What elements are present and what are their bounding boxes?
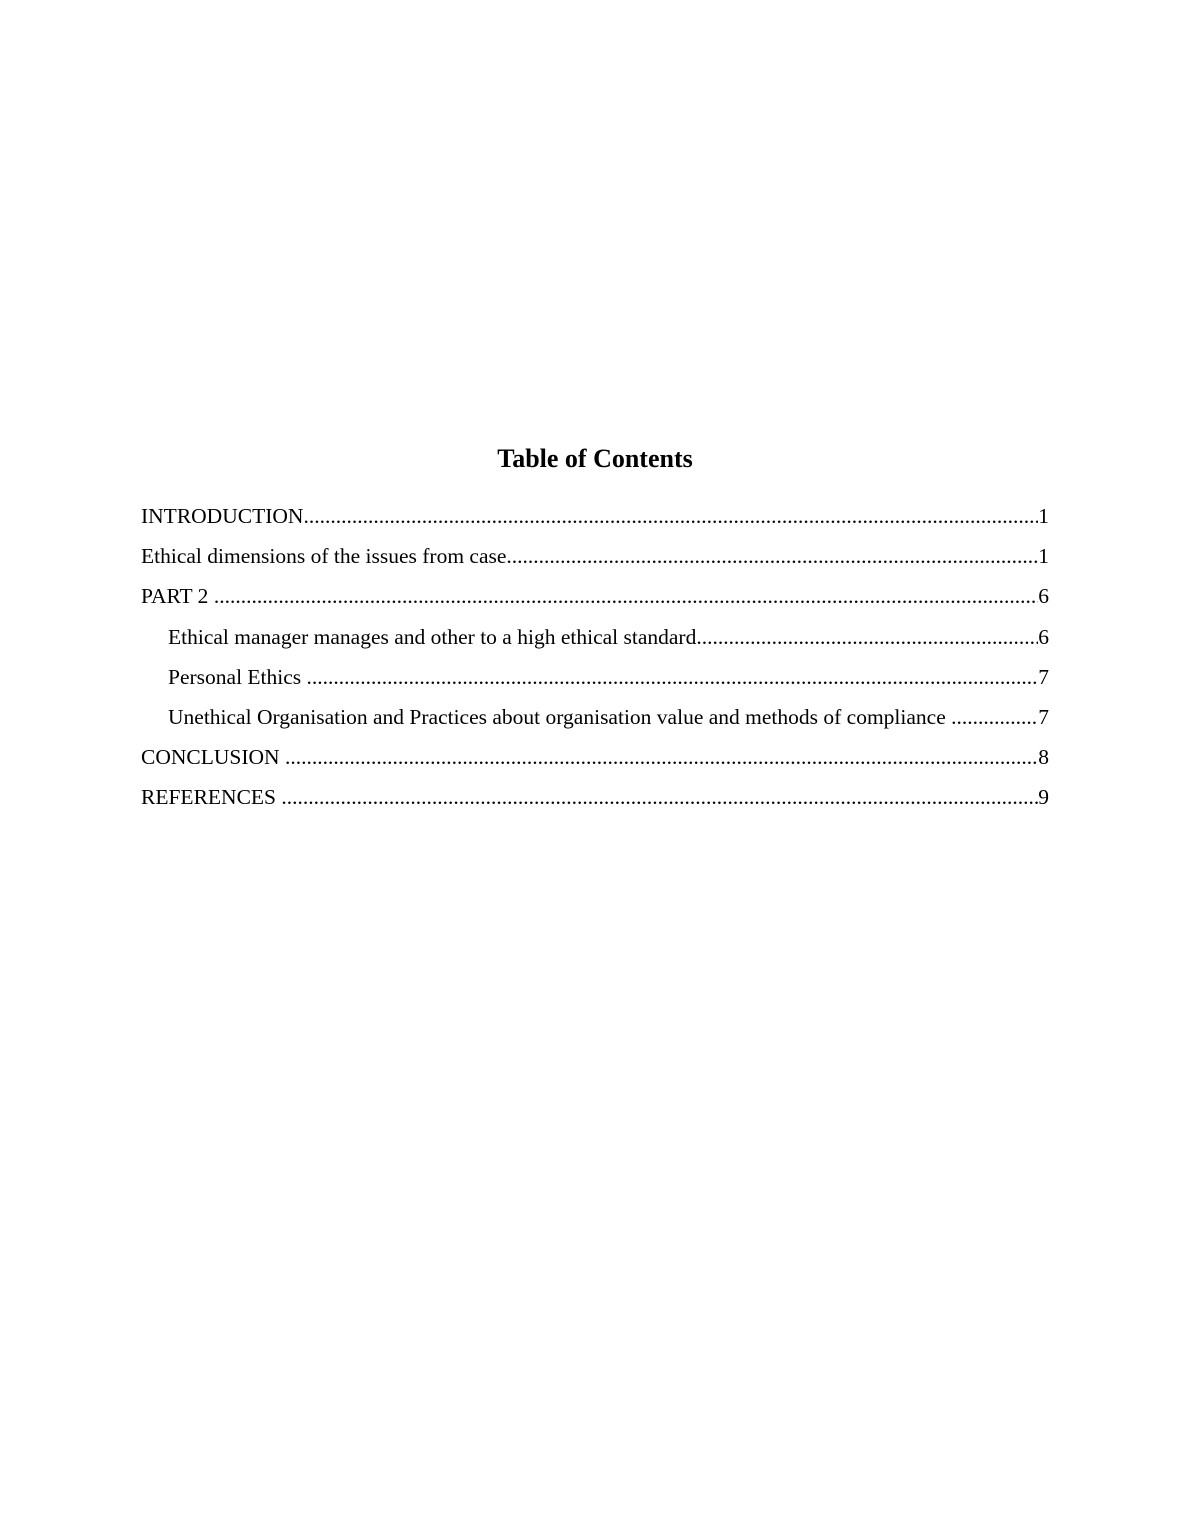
toc-entry-unethical-organisation[interactable]: [141, 701, 1049, 741]
toc-entry-page: 7: [1038, 704, 1049, 729]
toc-list: [141, 500, 1049, 822]
toc-entry-page: 6: [1038, 624, 1049, 649]
toc-entry-page: 1: [1038, 504, 1049, 528]
toc-entry-page: 1: [1038, 544, 1049, 569]
toc-dot-leader: [214, 580, 1038, 612]
toc-entry-label: Personal Ethics: [168, 664, 307, 689]
toc-entry-page: 8: [1038, 745, 1049, 770]
toc-entry-label: CONCLUSION: [141, 745, 285, 770]
toc-entry-personal-ethics[interactable]: [141, 661, 1049, 701]
toc-dot-leader: [285, 741, 1038, 773]
toc-entry-part-2[interactable]: [141, 580, 1049, 620]
toc-entry-conclusion[interactable]: [141, 741, 1049, 781]
toc-entry-page: 9: [1038, 785, 1049, 810]
toc-entry-references[interactable]: [141, 781, 1049, 821]
toc-entry-page: 7: [1038, 664, 1049, 689]
toc-dot-leader: [696, 621, 1038, 653]
toc-entry-ethical-manager[interactable]: [141, 621, 1049, 661]
toc-dot-leader: [506, 540, 1038, 572]
toc-dot-leader: [303, 500, 1038, 532]
toc-entry-label: PART 2: [141, 584, 214, 609]
toc-title: Table of Contents: [497, 444, 693, 473]
toc-dot-leader: [281, 781, 1038, 813]
toc-entry-label: Ethical manager manages and other to a high ethical standard: [168, 624, 697, 649]
toc-entry-label: INTRODUCTION: [141, 504, 304, 528]
toc-entry-ethical-dimensions[interactable]: [141, 540, 1049, 580]
toc-dot-leader: [951, 701, 1038, 733]
toc-entry-introduction[interactable]: [141, 500, 1049, 540]
toc-entry-label: Unethical Organisation and Practices about organisation value and methods of compliance: [168, 704, 952, 729]
toc-entry-label: REFERENCES: [141, 785, 282, 810]
toc-entry-page: 6: [1038, 584, 1049, 609]
toc-entry-label: Ethical dimensions of the issues from case: [141, 544, 507, 569]
toc-dot-leader: [307, 661, 1039, 693]
